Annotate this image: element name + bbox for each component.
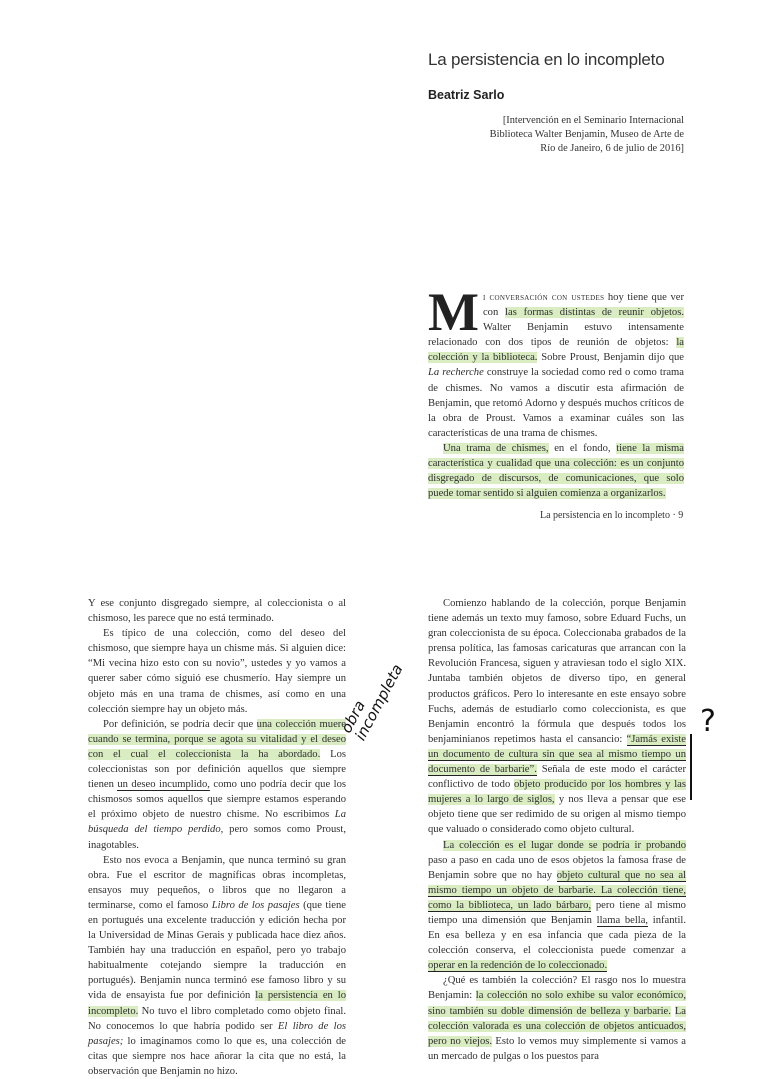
highlight: la colección y la biblioteca.	[428, 337, 684, 364]
handwritten-question-mark: ?	[700, 704, 716, 739]
text: hoy tiene que ver con	[482, 292, 684, 319]
highlight: tiene la misma característica y cualidad que una colección: es un conjunto disgregado de discursos, de comunicaciones, que solo puede tomar sentido si alguien comienza a organizarlos.	[428, 442, 684, 500]
book-title: Libro de los pasajes	[211, 899, 300, 911]
highlight: una colección muere cuando se termina, porque se agota su vitalidad y el deseo con el cual el coleccionista la ha abordado.	[88, 718, 346, 760]
text: Comienzo hablando de la colección, porque Benjamin tiene además un texto muy famoso, sobre Eduard Fuchs, un gran coleccionista de su época. Coleccionaba grabados de la prensa política, las famosas caricaturas que arrancan con la Revolución Francesa, siguen y atraviesan todo el siglo XIX. Juntaba también objetos de diverso tipo, en general productos gráficos. Pero lo interesante en este ensayo sobre Fuchs, además de estudiarlo como coleccionista, es que Benjamin encontró la fórmula que después todos los benjaminianos repetimos hasta el cansancio:	[428, 598, 686, 745]
text: infantil. En esa belleza y en esa infancia que cada pieza de la colección conserva, el coleccionista puede comenzar a	[428, 914, 686, 957]
event-note-line: Biblioteca Walter Benjamin, Museo de Arte de	[489, 129, 684, 140]
event-note	[470, 114, 684, 156]
intro-paragraph-1	[428, 282, 684, 441]
drop-cap: M	[428, 282, 479, 342]
book-title: La búsqueda del tiempo perdido,	[88, 809, 346, 836]
book-title: La recherche	[428, 367, 484, 379]
intro-paragraph-2	[428, 441, 684, 501]
text: construye la sociedad como red o como trama de chismes. No vamos a discutir esta afirmación de Benjamin, que retomó Adorno y después muchos críticos de la obra de Proust. Vamos a examinar cuáles son las características de una trama de chismes.	[428, 367, 684, 439]
highlight: “Jamás existe un documento de cultura sin que sea al mismo tiempo un documento de barbarie”.	[428, 733, 687, 776]
text: Esto lo vemos muy simplemente si vamos a un mercado de pulgas o los puestos para	[428, 1035, 686, 1062]
text: en el fondo,	[548, 442, 617, 454]
paragraph	[428, 838, 686, 974]
paragraph: Y ese conjunto disgregado siempre, al coleccionista o al chismoso, les parece que no está terminado.	[88, 598, 346, 625]
highlight: objeto producido por los hombres y las mujeres a lo largo de siglos,	[428, 779, 687, 806]
paragraph	[428, 973, 686, 1064]
intro-text	[428, 282, 684, 501]
text: lo imaginamos como lo que es, una colección de citas que siempre nos hace añorar la cita que no está, la observación que Benjamin no hizo.	[88, 1035, 346, 1077]
text: (que tiene en portugués una excelente traducción y edición hecha por la Universidad de Minas Gerais y publicada hace diez años. También hay una traducción en español, pero yo trabajo habitualmente cotejando siempre la traducción en portugués). Benjamin nunca terminó ese famoso libro y su vida de ensayista fue por definición	[88, 899, 346, 1002]
highlight: objeto cultural que no sea al mismo tiempo un objeto de barbarie. La colección tiene, como la biblioteca, un lado bárbaro,	[428, 869, 686, 911]
paragraph: Es típico de una colección, como del deseo del chismoso, que siempre haya un chisme más. Si alguien dice: “Mi vecina hizo esto con su novio”, ustedes y yo vamos a querer saber cómo siguió ese chusmerío. Hay siempre un objeto más en una trama de chismes, así como en una colección siempre hay un objeto más.	[88, 628, 346, 715]
text: Walter Benjamin estuvo intensamente relacionado con dos tipos de reunión de objetos:	[428, 322, 684, 349]
highlight: La colección valorada es una colección de objetos anticuados, pero no viejos.	[428, 1005, 686, 1047]
text: paso a paso en cada uno de esos objetos la famosa frase de Benjamin sobre que no hay	[428, 854, 686, 881]
text: como uno podría decir que los chismosos somos aquellos que siempre estamos esperando el próximo objeto de nuestro chisme. No escribimos	[88, 779, 346, 821]
event-note-line: [Intervención en el Seminario Internacional	[502, 115, 684, 126]
highlight: Una trama de chismes,	[443, 442, 549, 454]
highlight: las formas distintas de reunir objetos.	[505, 307, 684, 319]
author-name: Beatriz Sarlo	[428, 88, 505, 102]
paragraph	[88, 853, 346, 1079]
margin-bracket-line	[690, 734, 692, 800]
text: Sobre Proust, Benjamin dijo que	[537, 352, 684, 364]
text: y nos lleva a pensar que ese objeto tiene que ser redimido de su origen al mismo tiempo que valuado o considerado como objeto cultural.	[428, 794, 686, 836]
opening-smallcaps: i conversación con ustedes	[482, 292, 605, 303]
text: pero tiene al mismo tiempo una dimensión que Benjamin	[428, 899, 686, 926]
text: No tuvo el libro completado como objeto final. No conocemos lo que habría podido ser	[88, 1005, 346, 1032]
event-note-line: Río de Janeiro, 6 de julio de 2016]	[540, 143, 684, 154]
page-folio: La persistencia en lo incompleto · 9	[540, 510, 684, 521]
left-column	[88, 596, 346, 1079]
text: Los coleccionistas son por definición aquellos que siempre tienen	[88, 748, 346, 791]
right-column	[428, 596, 687, 1062]
underline: llama bella,	[596, 914, 649, 926]
book-title: El libro de los pasajes;	[88, 1020, 346, 1047]
highlight: operar en la redención de lo coleccionado.	[428, 960, 608, 972]
paragraph	[428, 596, 686, 838]
text: Esto nos evoca a Benjamin, que nunca terminó su gran obra. Fue el escritor de magníficas obras incompletas, ensayos muy pequeños, o libros que no llegaron a terminarse, como el famoso	[88, 854, 346, 911]
page-title: La persistencia en lo incompleto	[428, 50, 665, 69]
highlight: La colección es el lugar donde se podría ir probando	[443, 839, 686, 851]
text: ¿Qué es también la colección? El rasgo nos lo muestra Benjamin:	[428, 975, 686, 1002]
highlight: la persistencia en lo incompleto.	[88, 990, 346, 1017]
underline: un deseo incumplido,	[117, 779, 210, 791]
text: Por definición, se podría decir que	[103, 718, 257, 730]
paragraph	[88, 717, 346, 853]
text: Señala de este modo el carácter conflictivo de todo	[428, 764, 686, 791]
handwritten-margin-note: obra incompleta	[337, 661, 407, 744]
text: pero somos como Proust, inagotables.	[88, 824, 346, 851]
highlight: la colección no solo exhibe su valor económico, sino también su doble dimensión de belleza y barbarie.	[428, 990, 686, 1017]
